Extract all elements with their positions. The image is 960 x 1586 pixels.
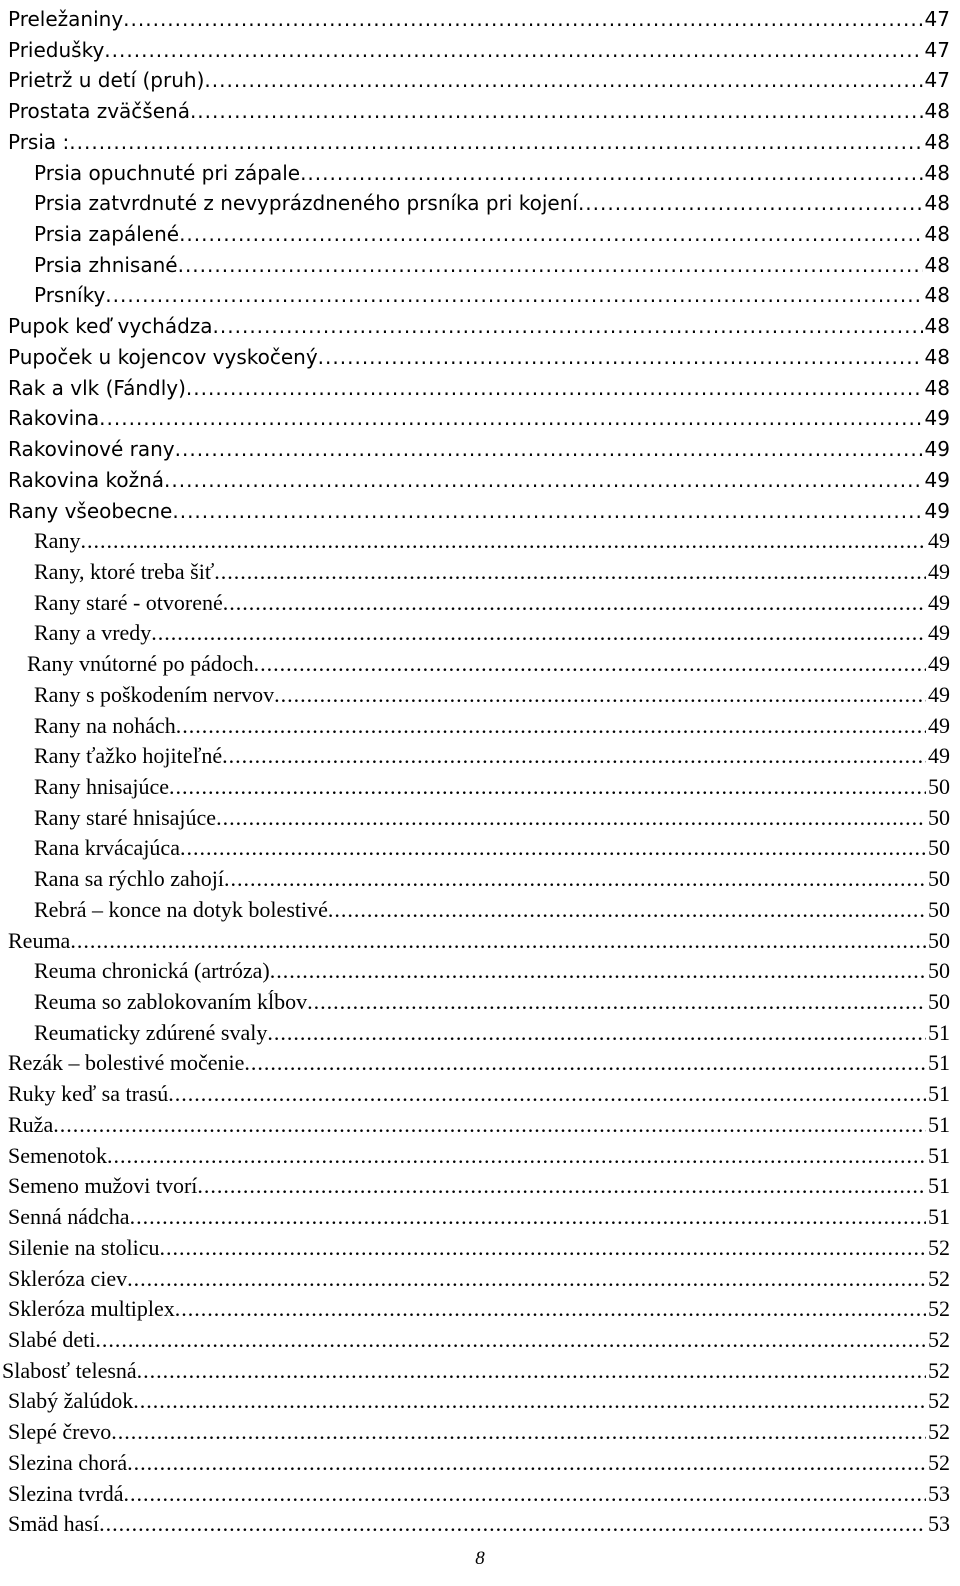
toc-dot-leader (99, 406, 922, 430)
toc-dot-leader (95, 1328, 926, 1352)
toc-entry (0, 155, 960, 185)
toc-entry-page-number: 49 (928, 712, 950, 738)
toc-entry-page-number: 53 (928, 1511, 950, 1537)
toc-entry (0, 1045, 960, 1075)
toc-entry-page-number: 52 (928, 1388, 950, 1414)
toc-entry (0, 124, 960, 154)
toc-entry-leader (0, 38, 923, 62)
toc-entry-label: Reuma chronická (artróza) (34, 959, 270, 984)
toc-entry-leader (0, 591, 926, 615)
toc-entry-leader (0, 7, 923, 31)
toc-dot-leader (178, 253, 923, 277)
toc-dot-leader (180, 836, 926, 860)
toc-entry-label: Slabý žalúdok (8, 1389, 134, 1414)
toc-entry (0, 431, 960, 461)
toc-entry-label: Priedušky (8, 37, 105, 62)
toc-entry (0, 615, 960, 645)
toc-entry-page-number: 50 (928, 774, 950, 799)
toc-dot-leader (176, 714, 926, 738)
toc-dot-leader (53, 1113, 926, 1137)
toc-entry-leader (0, 499, 923, 523)
toc-entry-label: Rany vnútorné po pádoch (27, 652, 254, 677)
toc-entry-label: Prsia zatvrdnuté z nevyprázdneného prsníka pri kojení (34, 191, 578, 216)
toc-entry-page-number: 49 (924, 467, 950, 492)
toc-entry-page-number: 48 (924, 283, 950, 308)
toc-entry (0, 708, 960, 738)
toc-dot-leader (179, 222, 922, 246)
toc-entry (0, 1107, 960, 1137)
toc-entry-page-number: 51 (928, 1050, 950, 1076)
toc-entry-label: Rany staré - otvorené (34, 590, 223, 615)
toc-dot-leader (274, 683, 926, 707)
toc-entry-page-number: 49 (928, 620, 950, 646)
toc-entry-leader (0, 775, 926, 799)
toc-entry-page-number: 51 (928, 1081, 950, 1107)
toc-entry-page-number: 48 (924, 344, 950, 369)
toc-entry-label: Rany (34, 529, 81, 554)
toc-dot-leader (254, 652, 926, 676)
toc-entry-label: Smäd hasí (8, 1512, 100, 1537)
toc-entry (0, 62, 960, 92)
toc-dot-leader (80, 529, 926, 553)
toc-entry-leader (0, 253, 923, 277)
toc-entry-leader (0, 1236, 926, 1260)
toc-entry-page-number: 49 (924, 437, 950, 462)
toc-entry-label: Preležaniny (8, 7, 124, 31)
toc-entry (0, 216, 960, 246)
toc-entry-page-number: 50 (928, 927, 950, 953)
toc-entry-page-number: 50 (928, 989, 950, 1015)
toc-entry-leader (0, 1451, 926, 1475)
toc-entry-leader (0, 437, 923, 461)
toc-entry (0, 984, 960, 1014)
toc-entry-label: Rany na nohách (34, 713, 176, 738)
toc-entry-leader (0, 1297, 926, 1321)
toc-dot-leader (111, 1420, 926, 1444)
toc-entry-label: Prsia zhnisané (34, 252, 178, 277)
toc-dot-leader (244, 1051, 926, 1075)
toc-entry-label: Slezina tvrdá (8, 1481, 124, 1506)
toc-entry-leader (0, 560, 926, 584)
toc-entry-label: Slabé deti (8, 1327, 96, 1352)
toc-entry (0, 1, 960, 31)
toc-entry (0, 1015, 960, 1045)
toc-entry-label: Prsia opuchnuté pri zápale (34, 160, 301, 185)
toc-entry (0, 1383, 960, 1413)
toc-entry (0, 585, 960, 615)
toc-entry-label: Rany staré hnisajúce (34, 805, 217, 830)
toc-entry-page-number: 49 (928, 681, 950, 707)
toc-entry (0, 830, 960, 860)
toc-entry-leader (0, 959, 926, 983)
toc-entry-page-number: 49 (928, 528, 950, 554)
toc-entry-label: Senná nádcha (8, 1205, 130, 1230)
toc-entry-leader (0, 1482, 926, 1506)
toc-entry-leader (0, 345, 923, 369)
toc-entry (0, 93, 960, 123)
toc-dot-leader (107, 1144, 926, 1168)
toc-entry (0, 953, 960, 983)
toc-entry (0, 800, 960, 830)
toc-entry (0, 1261, 960, 1291)
toc-entry (0, 554, 960, 584)
toc-entry (0, 32, 960, 62)
toc-dot-leader (127, 1451, 926, 1475)
toc-dot-leader (70, 929, 926, 953)
toc-entry-label: Prsia : (8, 129, 70, 154)
toc-entry-leader (0, 621, 926, 645)
toc-entry-page-number: 51 (928, 1142, 950, 1168)
toc-dot-leader (213, 314, 923, 338)
toc-entry-label: Ruža (8, 1112, 54, 1137)
toc-entry-label: Slabosť telesná (2, 1358, 137, 1383)
toc-entry (0, 247, 960, 277)
toc-dot-leader (133, 1389, 926, 1413)
toc-dot-leader (197, 1174, 926, 1198)
toc-entry-page-number: 51 (928, 1173, 950, 1199)
toc-entry-leader (0, 1113, 926, 1137)
toc-dot-leader (267, 1021, 926, 1045)
toc-entry (0, 1506, 960, 1536)
toc-entry-leader (0, 406, 923, 430)
toc-dot-leader (318, 345, 923, 369)
toc-entry-leader (0, 1082, 926, 1106)
toc-dot-leader (222, 744, 926, 768)
toc-entry-page-number: 47 (924, 7, 950, 31)
toc-entry-label: Reuma (8, 928, 71, 953)
toc-entry (0, 1322, 960, 1352)
toc-entry-leader (0, 314, 923, 338)
toc-dot-leader (123, 1482, 926, 1506)
toc-dot-leader (127, 1267, 926, 1291)
toc-entry-page-number: 48 (924, 160, 950, 185)
toc-entry-label: Rana sa rýchlo zahojí (34, 867, 224, 892)
toc-entry-label: Rak a vlk (Fándly) (8, 375, 186, 400)
toc-entry-label: Prietrž u detí (pruh) (8, 68, 205, 93)
toc-entry-leader (0, 1267, 926, 1291)
toc-entry (0, 1076, 960, 1106)
toc-entry-label: Rezák – bolestivé močenie (8, 1051, 245, 1076)
toc-entry-page-number: 50 (928, 896, 950, 922)
toc-entry-label: Rakovinové rany (8, 437, 175, 462)
toc-entry-page-number: 51 (928, 1019, 950, 1045)
toc-entry-leader (0, 1174, 926, 1198)
toc-dot-leader (300, 161, 922, 185)
toc-entry-page-number: 48 (924, 222, 950, 247)
toc-entry-label: Rany hnisajúce (34, 775, 170, 799)
toc-entry-page-number: 52 (928, 1234, 950, 1260)
toc-entry-label: Prsníky (34, 283, 106, 308)
toc-dot-leader (216, 806, 926, 830)
toc-entry-leader (0, 468, 923, 492)
toc-entry-page-number: 48 (924, 314, 950, 339)
toc-entry-leader (0, 867, 926, 891)
toc-entry-leader (0, 1021, 926, 1045)
toc-dot-leader (214, 560, 926, 584)
toc-entry-page-number: 52 (928, 1419, 950, 1445)
toc-entry (0, 185, 960, 215)
toc-entry-leader (0, 836, 926, 860)
toc-entry-page-number: 48 (924, 252, 950, 277)
toc-entry (0, 1353, 960, 1383)
toc-entry-leader (0, 529, 926, 553)
toc-entry-label: Ruky keď sa trasú (8, 1082, 169, 1107)
toc-dot-leader (307, 990, 926, 1014)
toc-entry-page-number: 52 (928, 1326, 950, 1352)
toc-dot-leader (578, 191, 923, 215)
toc-dot-leader (169, 775, 926, 799)
toc-entry-page-number: 50 (928, 866, 950, 892)
toc-entry-leader (0, 806, 926, 830)
toc-entry (0, 308, 960, 338)
toc-entry-page-number: 52 (928, 1296, 950, 1322)
toc-dot-leader (175, 437, 923, 461)
toc-dot-leader (164, 468, 923, 492)
toc-entry-label: Semenotok (8, 1143, 107, 1168)
toc-entry (0, 523, 960, 553)
toc-entry-label: Skleróza ciev (8, 1266, 128, 1291)
toc-entry-leader (0, 1205, 926, 1229)
toc-entry (0, 646, 960, 676)
toc-entry (0, 462, 960, 492)
toc-entry-page-number: 52 (928, 1265, 950, 1291)
toc-dot-leader (137, 1359, 926, 1383)
toc-entry (0, 738, 960, 768)
toc-entry-page-number: 48 (924, 375, 950, 400)
toc-entry (0, 277, 960, 307)
toc-entry-label: Rakovina (8, 406, 100, 431)
toc-entry-page-number: 49 (928, 589, 950, 615)
toc-entry-page-number: 47 (924, 68, 950, 93)
toc-entry-page-number: 50 (928, 804, 950, 830)
toc-entry-page-number: 49 (928, 558, 950, 584)
toc-entry-page-number: 51 (928, 1204, 950, 1230)
toc-dot-leader (105, 283, 922, 307)
toc-dot-leader (99, 1512, 926, 1536)
toc-entry-leader (0, 283, 923, 307)
toc-entry-leader (0, 1420, 926, 1444)
toc-dot-leader (190, 99, 923, 123)
toc-entry-leader (0, 376, 923, 400)
toc-entry-page-number: 49 (924, 406, 950, 431)
toc-dot-leader (168, 1082, 926, 1106)
toc-entry-label: Silenie na stolicu (8, 1235, 160, 1260)
toc-entry-label: Semeno mužovi tvorí (8, 1174, 198, 1199)
toc-entry-leader (0, 1359, 926, 1383)
toc-entry-leader (0, 744, 926, 768)
toc-entry-page-number: 47 (924, 37, 950, 62)
toc-entry (0, 677, 960, 707)
toc-entry-label: Rany ťažko hojiteľné (34, 744, 223, 769)
toc-entry-label: Rany všeobecne (8, 498, 173, 523)
toc-entry-label: Rana krvácajúca (34, 836, 180, 861)
toc-dot-leader (104, 38, 922, 62)
toc-entry-label: Slezina chorá (8, 1450, 128, 1475)
toc-entry-leader (0, 222, 923, 246)
toc-entry (0, 892, 960, 922)
toc-entry-page-number: 48 (924, 191, 950, 216)
toc-entry-label: Rakovina kožná (8, 467, 165, 492)
toc-entry-label: Rany a vredy (34, 621, 152, 646)
toc-entry-page-number: 49 (928, 651, 950, 677)
toc-entry-leader (0, 990, 926, 1014)
toc-entry (0, 493, 960, 523)
toc-entry-page-number: 49 (924, 498, 950, 523)
toc-entry (0, 769, 960, 799)
toc-entry (0, 339, 960, 369)
toc-entry-page-number: 48 (924, 129, 950, 154)
toc-entry-label: Pupok keď vychádza (8, 314, 213, 339)
toc-dot-leader (186, 376, 923, 400)
toc-entry-page-number: 52 (928, 1449, 950, 1475)
toc-dot-leader (175, 1297, 926, 1321)
toc-dot-leader (328, 898, 926, 922)
toc-dot-leader (223, 591, 926, 615)
toc-entry (0, 370, 960, 400)
toc-entry (0, 923, 960, 953)
toc-entry-page-number: 48 (924, 99, 950, 124)
toc-entry (0, 861, 960, 891)
toc-entry-page-number: 52 (928, 1357, 950, 1383)
toc-entry-label: Slepé črevo (8, 1420, 112, 1445)
toc-entry (0, 1168, 960, 1198)
toc-entry-leader (0, 1051, 926, 1075)
toc-entry-leader (0, 1144, 926, 1168)
toc-dot-leader (151, 621, 926, 645)
toc-entry-page-number: 53 (928, 1480, 950, 1506)
toc-entry (0, 1291, 960, 1321)
toc-entry-leader (0, 99, 923, 123)
toc-entry (0, 1476, 960, 1506)
toc-dot-leader (204, 68, 922, 92)
toc-entry-leader (0, 1512, 926, 1536)
toc-entry-leader (0, 191, 923, 215)
toc-dot-leader (123, 7, 922, 31)
toc-entry-page-number: 50 (928, 958, 950, 984)
toc-entry-page-number: 49 (928, 743, 950, 769)
toc-entry-leader (0, 714, 926, 738)
toc-entry-leader (0, 68, 923, 92)
toc-entry-leader (0, 1328, 926, 1352)
toc-entry (0, 1414, 960, 1444)
toc-entry-label: Rebrá – konce na dotyk bolestivé (34, 897, 328, 922)
toc-entry-leader (0, 652, 926, 676)
toc-entry-leader (0, 898, 926, 922)
toc-entry (0, 1199, 960, 1229)
toc-dot-leader (224, 867, 926, 891)
toc-entry-leader (0, 683, 926, 707)
toc-entry-leader (0, 130, 923, 154)
toc-dot-leader (270, 959, 926, 983)
toc-entry-label: Pupoček u kojencov vyskočený (8, 344, 318, 369)
toc-dot-leader (160, 1236, 926, 1260)
toc-entry-label: Reuma so zablokovaním kĺbov (34, 990, 308, 1015)
toc-entry-label: Rany, ktoré treba šiť (34, 559, 215, 584)
toc-entry-page-number: 51 (928, 1111, 950, 1137)
toc-entry (0, 1138, 960, 1168)
toc-dot-leader (130, 1205, 926, 1229)
toc-entry-label: Prostata zväčšená (8, 99, 190, 124)
toc-entry-leader (0, 1389, 926, 1413)
toc-entry-label: Rany s poškodením nervov (34, 682, 275, 707)
toc-entry (0, 1445, 960, 1475)
toc-dot-leader (69, 130, 922, 154)
toc-entry-leader (0, 929, 926, 953)
toc-entry (0, 400, 960, 430)
toc-entry-label: Skleróza multiplex (8, 1297, 175, 1322)
toc-dot-leader (172, 499, 922, 523)
toc-entry (0, 1230, 960, 1260)
toc-entry-leader (0, 161, 923, 185)
page-number: 8 (475, 1548, 485, 1569)
toc-entry-page-number: 50 (928, 835, 950, 861)
toc-entry-label: Prsia zapálené (34, 222, 180, 247)
toc-entry-label: Reumaticky zdúrené svaly (34, 1020, 268, 1045)
